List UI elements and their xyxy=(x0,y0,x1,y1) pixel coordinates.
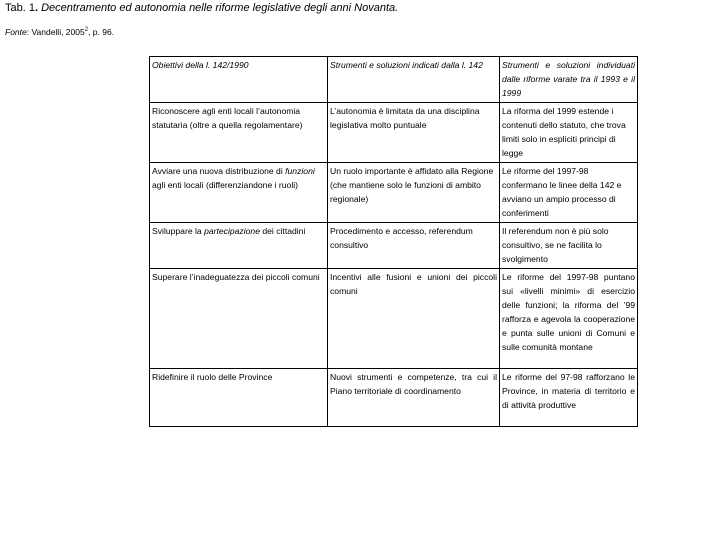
row4-objective: Superare l’inadeguatezza dei piccoli comuni xyxy=(150,269,328,369)
source-page: , p. 96. xyxy=(88,27,115,37)
table-row xyxy=(150,269,638,369)
caption-title: Decentramento ed autonomia nelle riforme legislative degli anni Novanta. xyxy=(38,2,399,14)
row3-objective-post: dei cittadini xyxy=(259,226,306,236)
row3-instrument-142: Procedimento e accesso, referendum consultivo xyxy=(328,223,500,269)
source-superscript: 2 xyxy=(84,27,89,34)
header-objectives: Obiettivi della l. 142/1990 xyxy=(150,57,328,103)
row5-objective: Ridefinire il ruolo delle Province xyxy=(150,369,328,427)
source-text: : Vandelli, 2005 xyxy=(26,27,85,37)
table-row xyxy=(150,369,638,427)
row5-instrument-142: Nuovi strumenti e competenze, tra cui il Piano territoriale di coordinamento xyxy=(328,369,500,427)
row1-instrument-reforms: La riforma del 1999 estende i contenuti dello statuto, che trova limiti solo in espliciti principi di legge xyxy=(500,103,638,163)
header-instruments-142: Strumenti e soluzioni indicati dalla l. 142 xyxy=(328,57,500,103)
table-row xyxy=(150,103,638,163)
row2-instrument-142: Un ruolo importante è affidato alla Regione (che mantiene solo le funzioni di ambito regionale) xyxy=(328,163,500,223)
table-row xyxy=(150,223,638,269)
row3-objective xyxy=(150,223,328,269)
row5-instrument-reforms: Le riforme del 97-98 rafforzano le Province, in materia di territorio e di attività produttive xyxy=(500,369,638,427)
row1-objective: Riconoscere agli enti locali l’autonomia statutaria (oltre a quella regolamentare) xyxy=(150,103,328,163)
reforms-table xyxy=(149,56,638,427)
row1-instrument-142: L’autonomia è limitata da una disciplina legislativa molto puntuale xyxy=(328,103,500,163)
row2-instrument-reforms: Le riforme del 1997-98 confermano le linee della 142 e avviano un ampio processo di conferimenti xyxy=(500,163,638,223)
row3-objective-pre: Sviluppare la xyxy=(152,226,205,236)
row2-objective xyxy=(150,163,328,223)
row2-objective-post: agli enti locali (differenziandone i ruoli) xyxy=(152,180,299,190)
table-header-row xyxy=(150,57,638,103)
row3-objective-emphasis: partecipazione xyxy=(204,226,260,236)
row2-objective-emphasis: funzioni xyxy=(285,166,315,176)
table-row xyxy=(150,163,638,223)
row3-instrument-reforms: Il referendum non è più solo consultivo, se ne facilita lo svolgimento xyxy=(500,223,638,269)
caption-number-dot: . xyxy=(34,2,39,14)
row4-instrument-reforms: Le riforme del 1997-98 puntano sui «livelli minimi» di esercizio delle funzioni; la riforma del ’99 rafforza e agevola la cooperazione e punta sulle unioni di Comuni e sulle comunità montane xyxy=(500,269,638,369)
header-instruments-reforms: Strumenti e soluzioni individuati dalle riforme varate tra il 1993 e il 1999 xyxy=(500,57,638,103)
source-label: Fonte xyxy=(5,27,27,37)
row4-instrument-142: Incentivi alle fusioni e unioni dei piccoli comuni xyxy=(328,269,500,369)
caption-label: Tab. 1 xyxy=(5,2,35,14)
source-note xyxy=(5,27,114,38)
row2-objective-pre: Avviare una nuova distribuzione di xyxy=(152,166,286,176)
table-caption xyxy=(5,1,398,15)
